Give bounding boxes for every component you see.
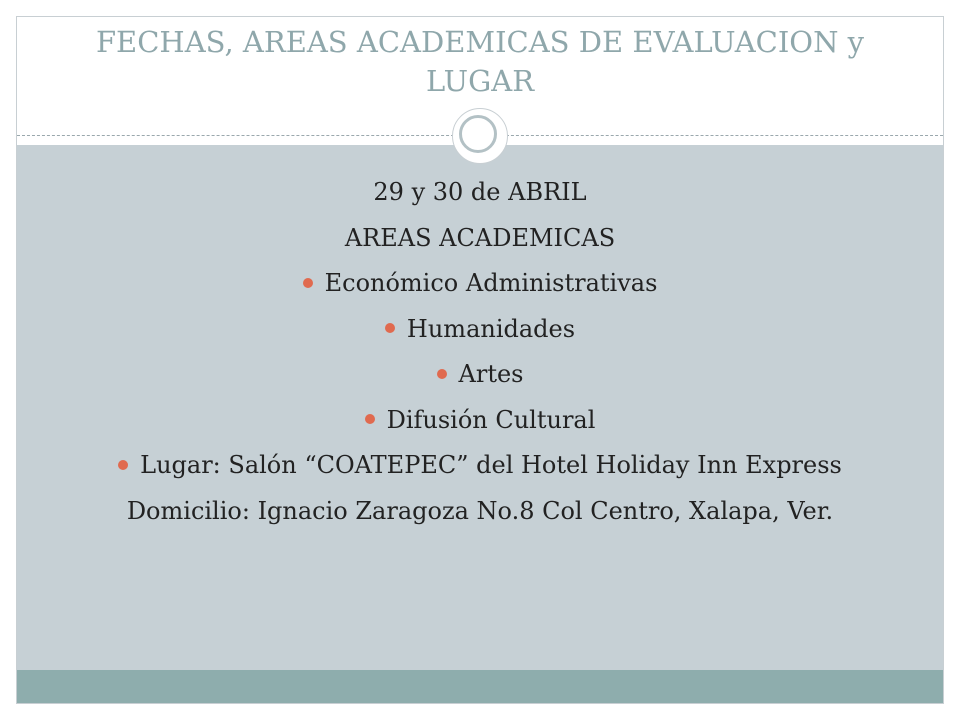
bullet-icon — [385, 323, 395, 333]
list-item — [17, 261, 943, 307]
ring-ornament-icon — [452, 108, 508, 164]
bullet-icon — [303, 278, 313, 288]
areas-heading — [17, 216, 943, 262]
bullet-icon — [365, 414, 375, 424]
bullet-icon — [118, 460, 128, 470]
list-item — [17, 307, 943, 353]
date-line — [17, 170, 943, 216]
list-item — [17, 398, 943, 444]
footer-band — [17, 670, 943, 703]
date-text: 29 y 30 de ABRIL — [373, 178, 587, 206]
slide-content — [17, 170, 943, 534]
area-label: Difusión Cultural — [386, 405, 596, 434]
title-line-1: FECHAS, AREAS ACADEMICAS DE EVALUACION y — [95, 25, 865, 59]
area-label: Humanidades — [406, 314, 576, 343]
bullet-icon — [437, 369, 447, 379]
list-item — [17, 352, 943, 398]
title-line-2: LUGAR — [425, 64, 535, 98]
slide — [16, 16, 944, 704]
place-text: Lugar: Salón “COATEPEC” del Hotel Holiday Inn Express — [140, 451, 842, 479]
area-label: Artes — [458, 360, 524, 388]
areas-heading-text: AREAS ACADEMICAS — [344, 223, 616, 252]
area-label: Económico Administrativas — [324, 269, 658, 297]
address-line — [17, 489, 943, 535]
address-text: Domicilio: Ignacio Zaragoza No.8 Col Centro, Xalapa, Ver. — [126, 496, 834, 525]
place-line — [17, 443, 943, 489]
